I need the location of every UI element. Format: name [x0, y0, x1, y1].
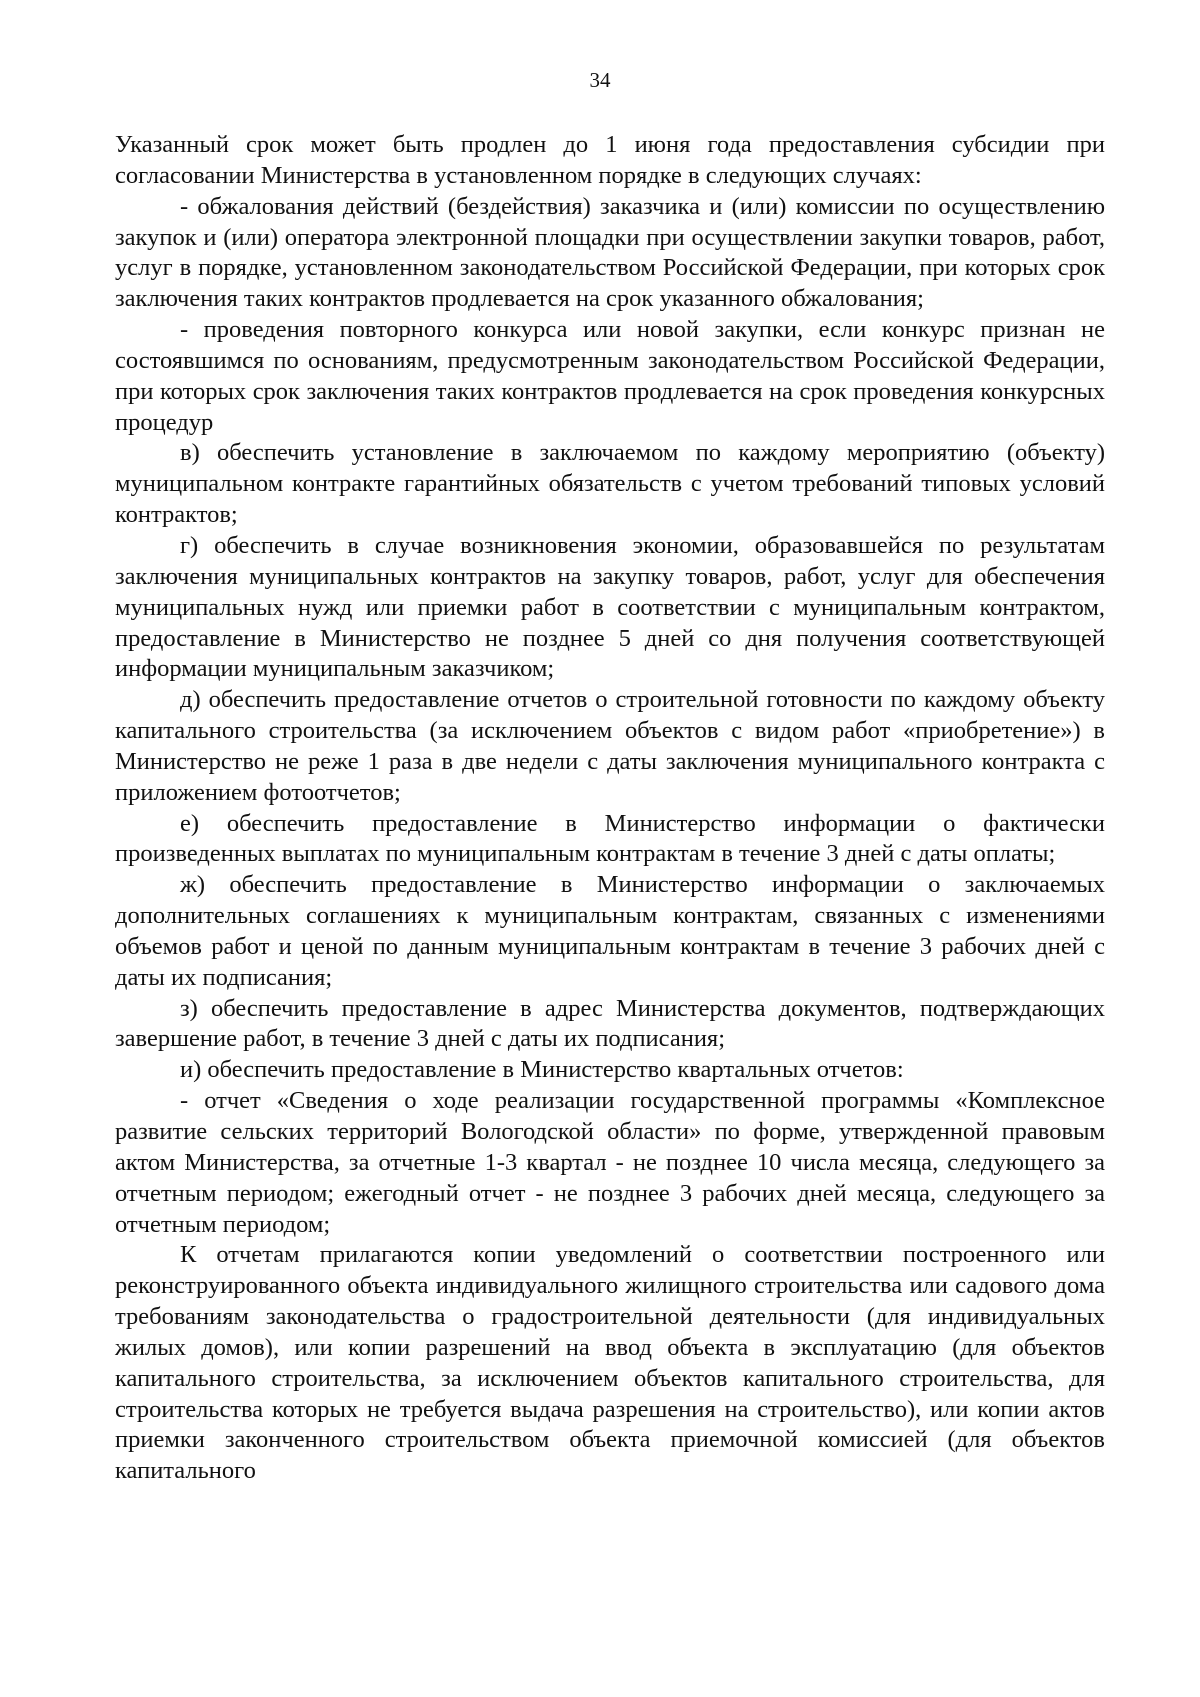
paragraph-report-attachments: К отчетам прилагаются копии уведомлений о соответствии построенного или реконструированного объекта индивидуального жилищного строительства или садового дома требованиям законодательства о градостроительной деятельности (для индивидуальных жилых домов), или копии разрешений на ввод объекта в эксплуатацию (для объектов капитального строительства, за исключением объектов капитального строительства, для строительства которых не требуется выдача разрешения на строительство), или копии актов приемки законченного строительством объекта приемочной комиссией (для объектов капитального — [115, 1241, 1105, 1485]
paragraph-item-z: з) обеспечить предоставление в адрес Министерства документов, подтверждающих завершение работ, в течение 3 дней с даты их подписания; — [115, 994, 1105, 1053]
document-body — [115, 130, 1105, 1487]
paragraph-item-d: д) обеспечить предоставление отчетов о строительной готовности по каждому объекту капитального строительства (за исключением объектов с видом работ «приобретение») в Министерство не реже 1 раза в две недели с даты заключения муниципального контракта с приложением фотоотчетов; — [115, 686, 1105, 806]
paragraph-repeat-tender-case: - проведения повторного конкурса или новой закупки, если конкурс признан не состоявшимся по основаниям, предусмотренным законодательством Российской Федерации, при которых срок заключения таких контрактов продлевается на срок проведения конкурсных процедур — [115, 316, 1105, 436]
paragraph-extension-conditions: Указанный срок может быть продлен до 1 июня года предоставления субсидии при согласовании Министерства в установленном порядке в следующих случаях: — [115, 131, 1105, 189]
page-number: 34 — [589, 68, 611, 92]
paragraph-item-e: е) обеспечить предоставление в Министерство информации о фактически произведенных выплатах по муниципальным контрактам в течение 3 дней с даты оплаты; — [115, 809, 1105, 868]
paragraph-item-v: в) обеспечить установление в заключаемом по каждому мероприятию (объекту) муниципальном контракте гарантийных обязательств с учетом требований типовых условий контрактов; — [115, 439, 1105, 529]
paragraph-report-form: - отчет «Сведения о ходе реализации государственной программы «Комплексное развитие сельских территорий Вологодской области» по форме, утвержденной правовым актом Министерства, за отчетные 1-3 квартал - не позднее 10 числа месяца, следующего за отчетным периодом; ежегодный отчет - не позднее 3 рабочих дней месяца, следующего за отчетным периодом; — [115, 1087, 1105, 1238]
paragraph-appeal-case: - обжалования действий (бездействия) заказчика и (или) комиссии по осуществлению закупок и (или) оператора электронной площадки при осуществлении закупки товаров, работ, услуг в порядке, установленном законодательством Российской Федерации, при которых срок заключения таких контрактов продлевается на срок указанного обжалования; — [115, 192, 1105, 313]
paragraph-item-i: и) обеспечить предоставление в Министерство квартальных отчетов: — [180, 1056, 904, 1084]
paragraph-item-zh: ж) обеспечить предоставление в Министерство информации о заключаемых дополнительных соглашениях к муниципальным контрактам, связанных с изменениями объемов работ и ценой по данным муниципальным контрактам в течение 3 рабочих дней с даты их подписания; — [115, 871, 1105, 991]
paragraph-item-g: г) обеспечить в случае возникновения экономии, образовавшейся по результатам заключения муниципальных контрактов на закупку товаров, работ, услуг для обеспечения муниципальных нужд или приемки работ в соответствии с муниципальным контрактом, предоставление в Министерство не позднее 5 дней со дня получения соответствующей информации муниципальным заказчиком; — [115, 531, 1105, 683]
